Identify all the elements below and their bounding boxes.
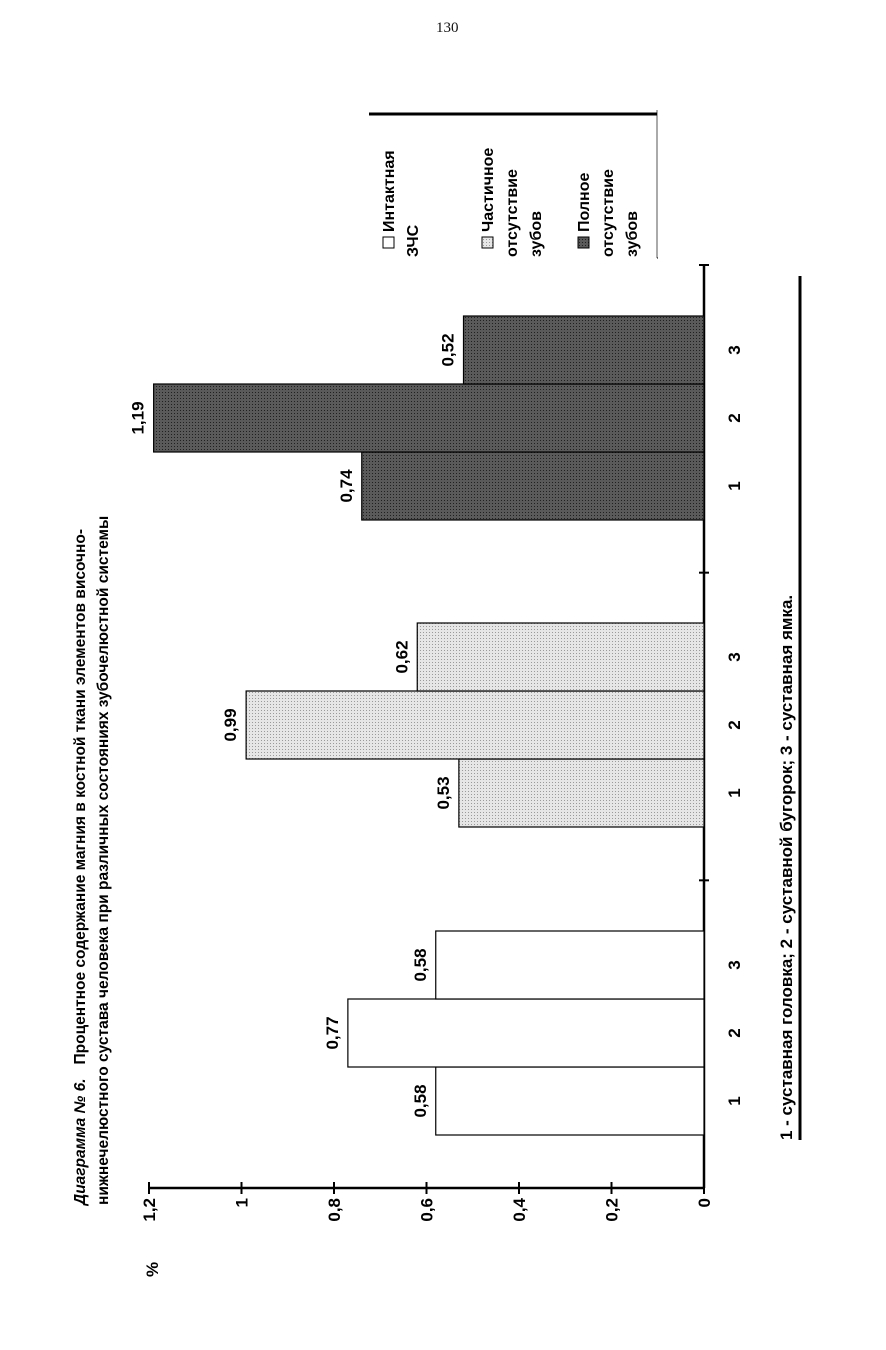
- y-axis: [140, 1182, 714, 1222]
- y-tick-label: 0: [695, 1198, 714, 1208]
- chart-title-line1: [72, 529, 89, 1207]
- data-label: 0,99: [221, 708, 241, 742]
- legend-swatch: [578, 237, 589, 248]
- bar: [436, 931, 704, 999]
- x-tick-labels: [725, 345, 744, 1105]
- data-label: 1,19: [128, 401, 148, 435]
- data-label: 0,58: [410, 948, 430, 982]
- data-label: 0,77: [322, 1016, 342, 1050]
- y-tick-label: 0,4: [510, 1198, 529, 1222]
- legend-label: отсутствие: [600, 169, 617, 257]
- chart-caption: 1 - суставная головка; 2 - суставной бугорок; 3 - суставная ямка.: [777, 594, 796, 1140]
- y-tick-label: 1: [232, 1198, 252, 1208]
- y-tick-label: 1,2: [140, 1198, 159, 1222]
- y-tick-label: 0,2: [602, 1198, 622, 1222]
- bar: [459, 759, 704, 827]
- data-label: 0,74: [336, 469, 356, 503]
- legend-label: Интактная: [381, 150, 398, 232]
- legend-label: ЗЧС: [405, 224, 422, 257]
- legend-label: Полное: [576, 172, 593, 232]
- data-label: 0,53: [433, 776, 453, 810]
- legend-label: зубов: [528, 211, 545, 257]
- legend-label: зубов: [624, 211, 641, 257]
- legend-label: отсутствие: [504, 169, 521, 257]
- legend-label: Частичное: [480, 147, 497, 232]
- data-label: 0,58: [410, 1084, 430, 1118]
- data-label: 0,52: [438, 333, 458, 367]
- legend-swatch: [383, 237, 394, 248]
- y-tick-label: 0,8: [325, 1198, 344, 1222]
- x-tick-label: 2: [725, 413, 744, 423]
- bar: [348, 999, 704, 1067]
- x-tick-label: 1: [725, 788, 744, 798]
- legend-swatch: [482, 237, 493, 248]
- x-tick-label: 3: [725, 652, 744, 662]
- x-tick-label: 2: [725, 720, 744, 730]
- x-tick-label: 2: [725, 1028, 744, 1038]
- x-tick-label: 3: [725, 960, 744, 970]
- x-tick-label: 3: [725, 345, 744, 355]
- bar: [464, 316, 705, 384]
- bar: [154, 384, 704, 452]
- x-tick-label: 1: [725, 1096, 744, 1106]
- bar: [246, 691, 704, 759]
- chart-title-line2: нижнечелюстного сустава человека при различных состояниях зубочелюстной системы: [95, 515, 112, 1205]
- bar: [362, 452, 704, 520]
- chart-title-main: Процентное содержание магния в костной ткани элементов височно-: [72, 528, 89, 1065]
- y-tick-label: 0,6: [417, 1198, 437, 1222]
- y-axis-label: %: [143, 1261, 162, 1277]
- legend: [369, 110, 658, 258]
- data-label: 0,62: [392, 640, 412, 674]
- x-tick-label: 1: [725, 481, 744, 491]
- page-number: 130: [436, 20, 459, 36]
- chart-title-prefix: Диаграмма № 6.: [72, 1078, 89, 1205]
- bar: [417, 623, 704, 691]
- bar: [436, 1067, 704, 1135]
